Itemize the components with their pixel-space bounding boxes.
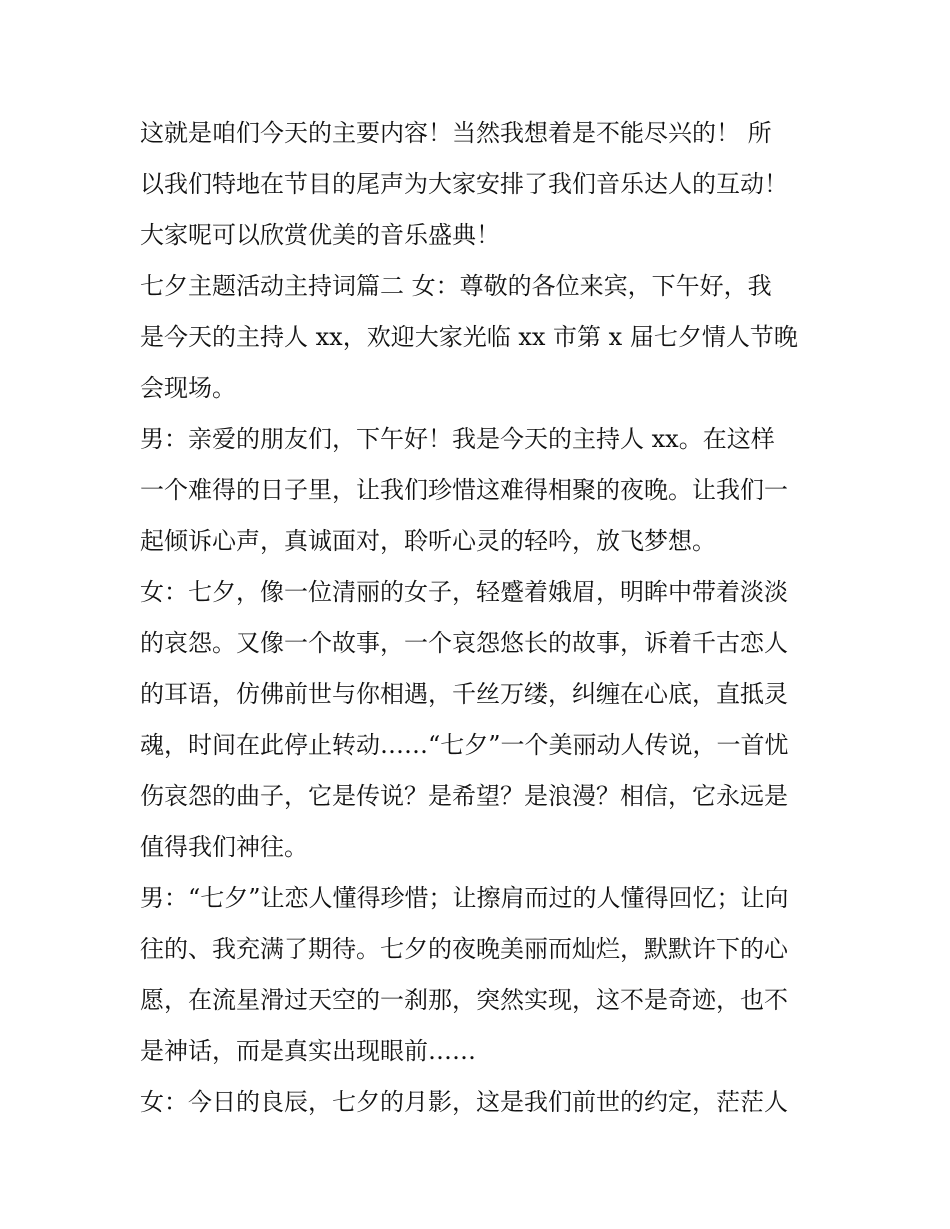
text-line: 男：亲爱的朋友们，下午好！我是今天的主持人 xx。在这样: [140, 425, 775, 453]
text-line: 大家呢可以欣赏优美的音乐盛典！: [140, 221, 500, 249]
text-line: 是神话，而是真实出现眼前……: [140, 1037, 476, 1065]
text-line: 值得我们神往。: [140, 833, 308, 861]
text-line: 会现场。: [140, 374, 236, 402]
text-line: 女：七夕，像一位清丽的女子，轻蹙着娥眉，明眸中带着淡淡: [140, 578, 788, 606]
text-line: 愿，在流星滑过天空的一刹那，突然实现，这不是奇迹，也不: [140, 986, 788, 1014]
text-line: 往的、我充满了期待。七夕的夜晚美丽而灿烂，默默许下的心: [140, 935, 788, 963]
text-line: 是今天的主持人 xx，欢迎大家光临 xx 市第 x 届七夕情人节晚: [140, 323, 798, 351]
text-line: 伤哀怨的曲子，它是传说？是希望？是浪漫？相信，它永远是: [140, 782, 788, 810]
text-line: 起倾诉心声，真诚面对，聆听心灵的轻吟，放飞梦想。: [140, 527, 716, 555]
text-line: 这就是咱们今天的主要内容！当然我想着是不能尽兴的！ 所: [140, 119, 772, 147]
text-line: 以我们特地在节目的尾声为大家安排了我们音乐达人的互动！: [140, 170, 788, 198]
document-body: [140, 108, 820, 1128]
text-line: 男：“七夕”让恋人懂得珍惜；让擦肩而过的人懂得回忆；让向: [140, 884, 789, 912]
text-line: 女：今日的良辰，七夕的月影，这是我们前世的约定，茫茫人: [140, 1088, 788, 1116]
text-line: 七夕主题活动主持词篇二 女：尊敬的各位来宾，下午好，我: [140, 272, 772, 300]
text-line: 的哀怨。又像一个故事，一个哀怨悠长的故事，诉着千古恋人: [140, 629, 788, 657]
text-line: 的耳语，仿佛前世与你相遇，千丝万缕，纠缠在心底，直抵灵: [140, 680, 788, 708]
text-line: 魂，时间在此停止转动……“七夕”一个美丽动人传说，一首忧: [140, 731, 789, 759]
text-line: 一个难得的日子里，让我们珍惜这难得相聚的夜晚。让我们一: [140, 476, 788, 504]
